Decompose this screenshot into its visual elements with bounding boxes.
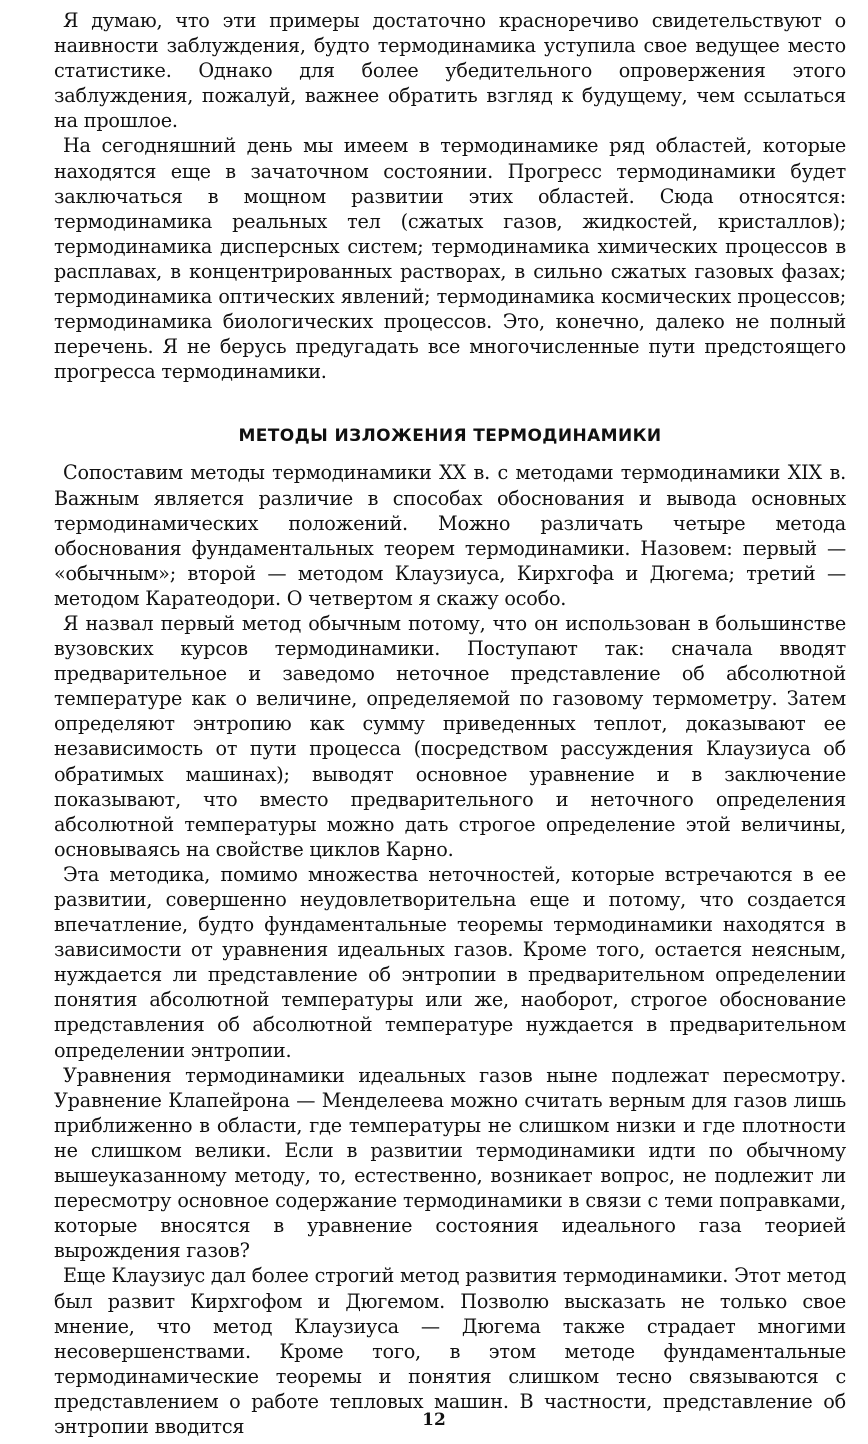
paragraph: Уравнения термодинамики идеальных газов ныне подлежат пересмотру. Уравнение Клапейрона — Менделеева можно считать верным для газов лишь приближенно в области, где температуры не слишком низки и где плотности не слишком велики. Если в развитии термодинамики идти по обычному вышеуказанному методу, то, естественно, возникает вопрос, не подлежит ли пересмотру основное содержание термодинамики в связи с теми поправками, которые вносятся в уравнение состояния идеального газа теорией вырождения газов? — [54, 1063, 846, 1263]
paragraph: Я думаю, что эти примеры достаточно красноречиво свидетельствуют о наивности заблуждения, будто термодинамика уступила свое ведущее место статистике. Однако для более убедительного опровержения этого заблуждения, пожалуй, важнее обратить взгляд к будущему, чем ссылаться на прошлое. — [54, 9, 846, 133]
paragraph: Эта методика, помимо множества неточностей, которые встречаются в ее развитии, совершенно неудовлетворительна еще и потому, что создается впечатление, будто фундаментальные теоремы термодинамики находятся в зависимости от уравнения идеальных газов. Кроме того, остается неясным, нуждается ли представление об энтропии в предварительном определении понятия абсолютной температуры или же, наоборот, строгое обоснование представления об абсолютной температуре нуждается в предварительном определении энтропии. — [54, 862, 846, 1062]
page-number: 12 — [422, 1410, 446, 1430]
paragraph: Еще Клаузиус дал более строгий метод развития термодинамики. Этот метод был развит Кирхгофом и Дюгемом. Позволю высказать не только свое мнение, что метод Клаузиуса — Дюгема также страдает многими несовершенствами. Кроме того, в этом методе фундаментальные термодинамические теоремы и понятия слишком тесно связываются с представлением о работе тепловых машин. В частности, представление об энтропии вводится — [54, 1264, 846, 1438]
paragraph: Я назвал первый метод обычным потому, что он использован в большинстве вузовских курсов термодинамики. Поступают так: сначала вводят предварительное и заведомо неточное представление об абсолютной температуре как о величине, определяемой по газовому термометру. Затем определяют энтропию как сумму приведенных теплот, доказывают ее независимость от пути процесса (посредством рассуждения Клаузиуса об обратимых машинах); выводят основное уравнение и в заключение показывают, что вместо предварительного и неточного определения абсолютной температуры можно дать строгое определение этой величины, основываясь на свойстве циклов Карно. — [54, 611, 846, 861]
paragraph: Сопоставим методы термодинамики XX в. с методами термодинамики XIX в. Важным является различие в способах обоснования и вывода основных термодинамических положений. Можно различать четыре метода обоснования фундаментальных теорем термодинамики. Назовем: первый — «обычным»; второй — методом Клаузиуса, Кирхгофа и Дюгема; третий — методом Каратеодори. О четвертом я скажу особо. — [54, 461, 846, 610]
section-heading: МЕТОДЫ ИЗЛОЖЕНИЯ ТЕРМОДИНАМИКИ — [238, 426, 662, 447]
paragraph: На сегодняшний день мы имеем в термодинамике ряд областей, которые находятся еще в зачаточном состоянии. Прогресс термодинамики будет заключаться в мощном развитии этих областей. Сюда относятся: термодинамика реальных тел (сжатых газов, жидкостей, кристаллов); термодинамика дисперсных систем; термодинамика химических процессов в расплавах, в концентрированных растворах, в сильно сжатых газовых фазах; термодинамика оптических явлений; термодинамика космических процессов; термодинамика биологических процессов. Это, конечно, далеко не полный перечень. Я не берусь предугадать все многочисленные пути предстоящего прогресса термодинамики. — [54, 134, 846, 384]
